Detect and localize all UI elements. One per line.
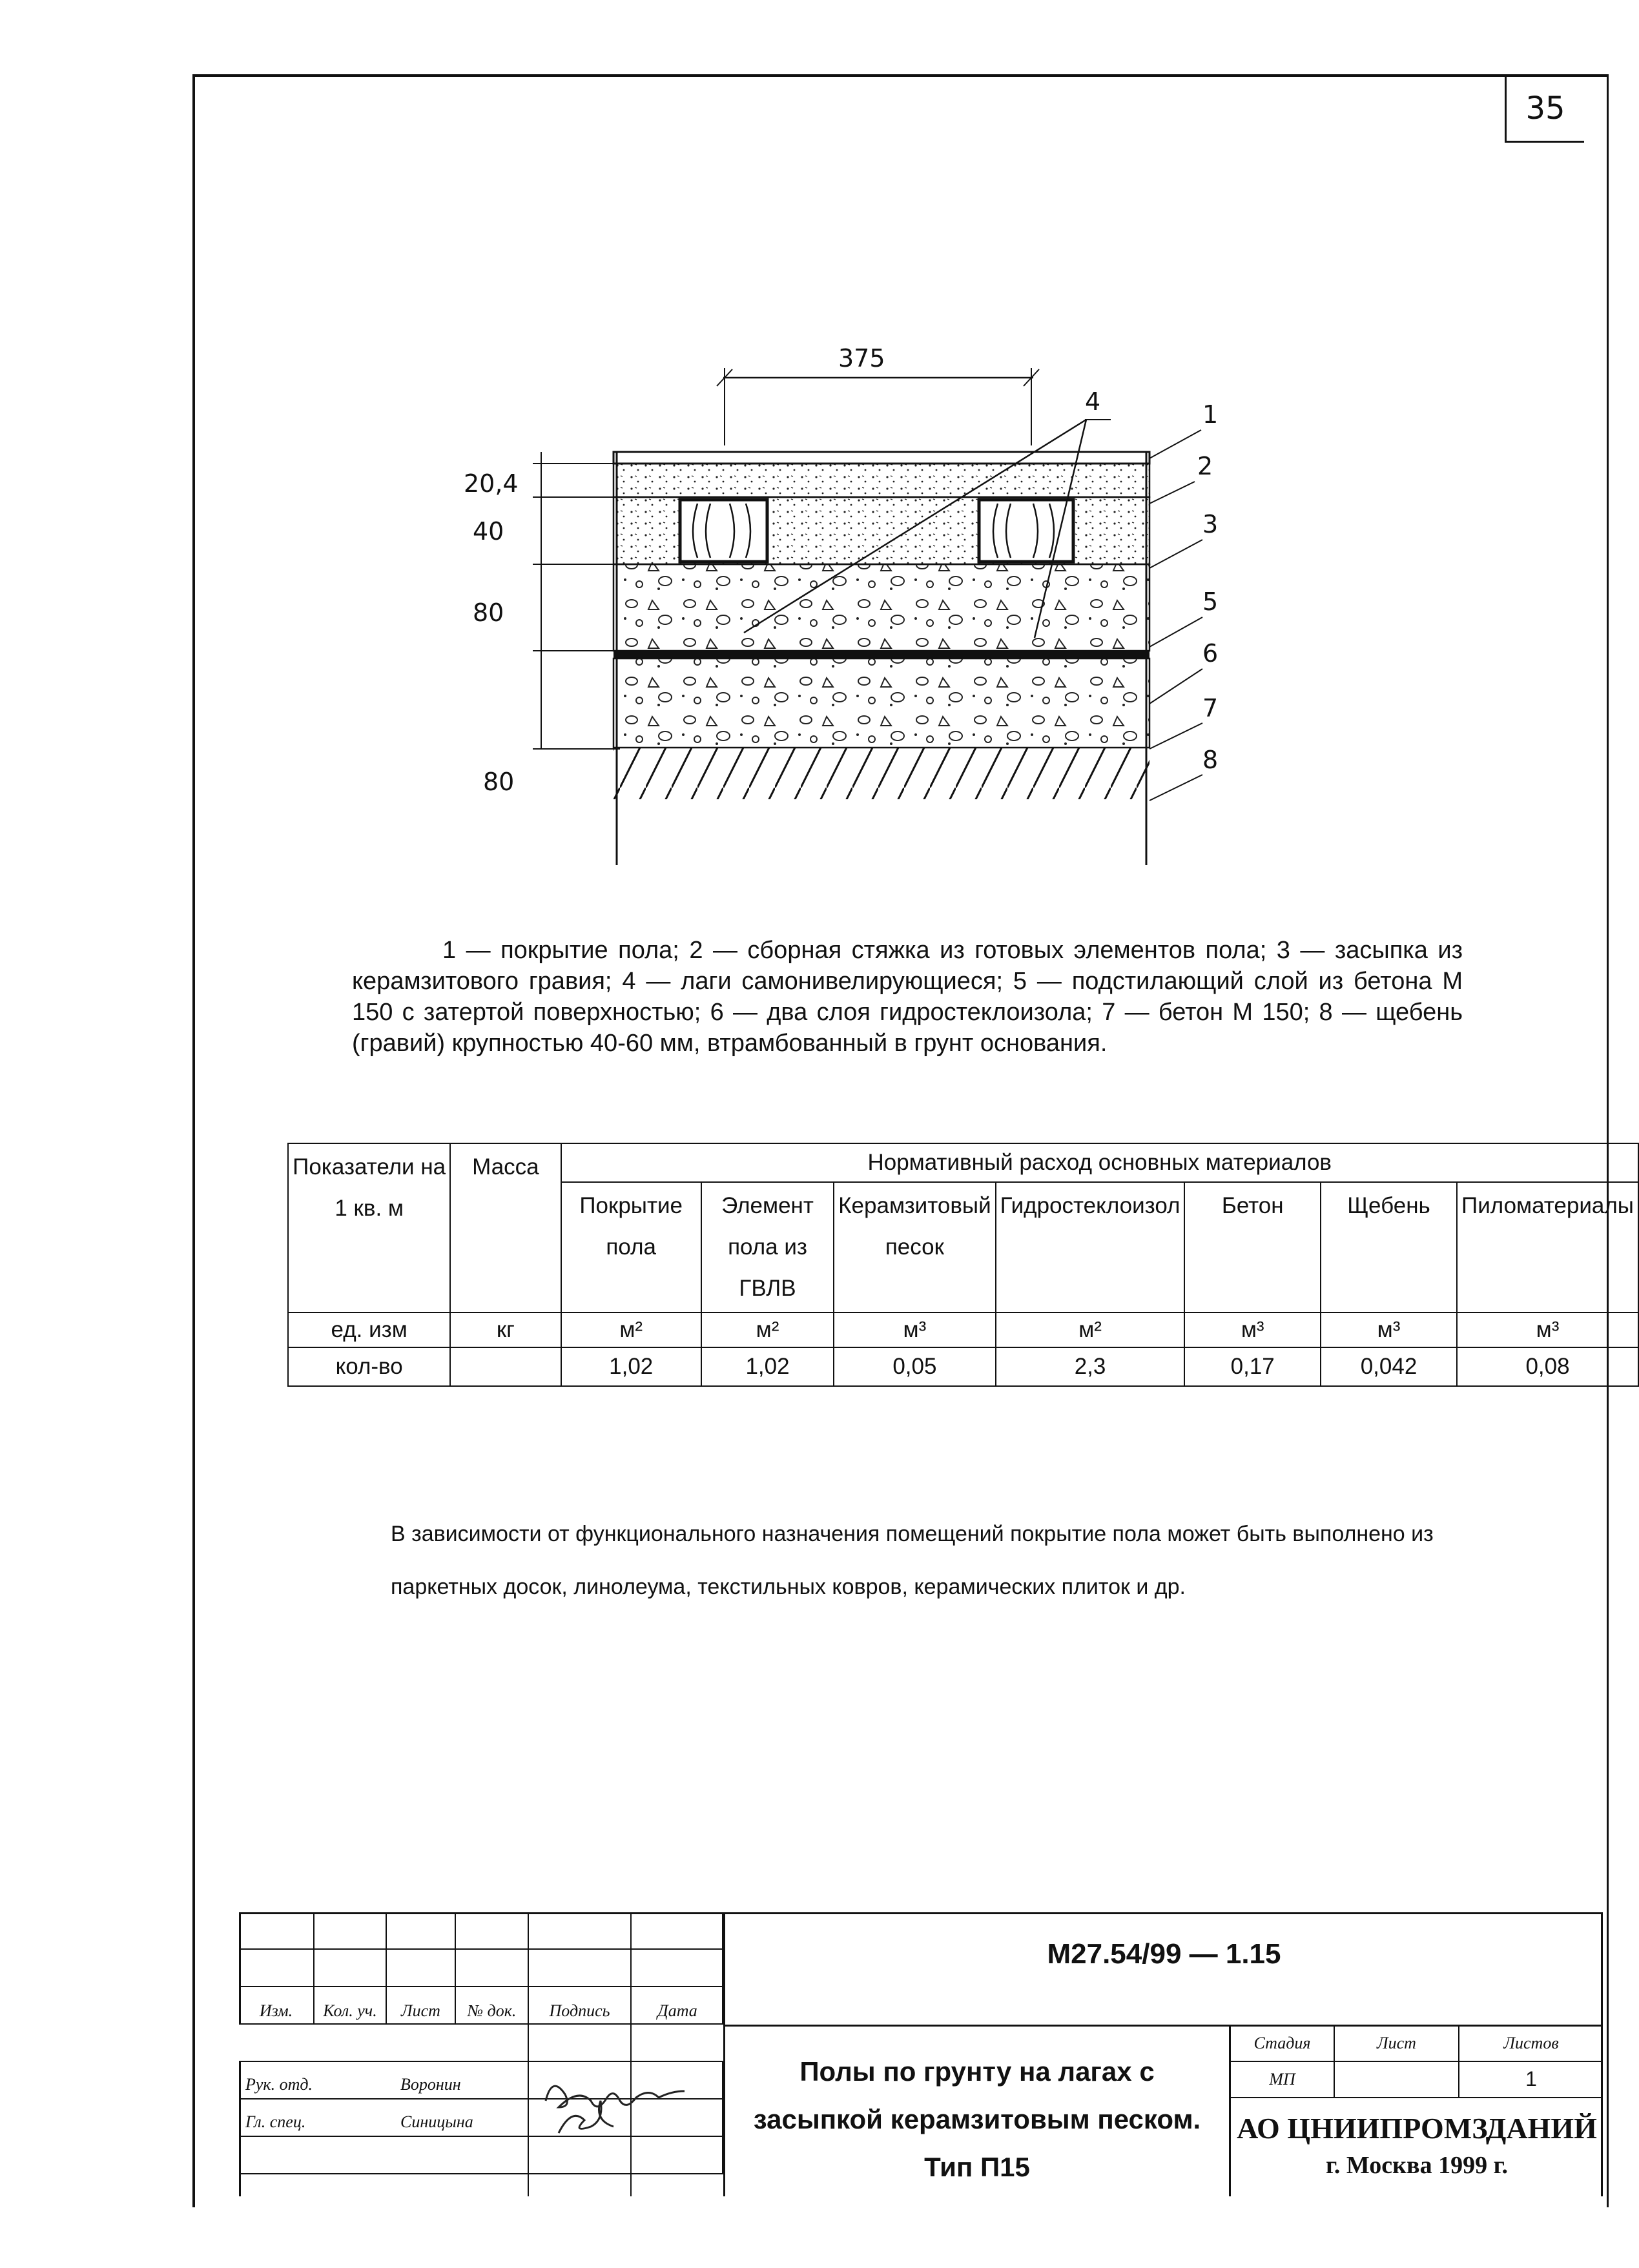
col-4: Бетон (1184, 1182, 1321, 1313)
stamp-head-3: № док. (467, 2001, 517, 2020)
qty-1: 1,02 (701, 1347, 834, 1386)
header-mass: Масса (450, 1143, 561, 1313)
table-header-row (288, 1143, 1638, 1182)
col-2: Керамзитовый песок (834, 1182, 995, 1313)
stamp-head-2: Лист (401, 2001, 440, 2020)
callout-3: 3 (1202, 510, 1219, 538)
units-label: ед. изм (288, 1313, 450, 1347)
callout-7: 7 (1202, 694, 1219, 722)
stage-value: МП (1269, 2070, 1295, 2089)
role-2: Гл. спец. (245, 2112, 306, 2131)
qty-6: 0,08 (1457, 1347, 1638, 1386)
document-code: М27.54/99 — 1.15 (1047, 1938, 1281, 1970)
legend (352, 935, 1463, 1059)
dim-layer-2: 40 (473, 517, 504, 546)
qty-2: 0,05 (834, 1347, 995, 1386)
unit-4: м³ (1184, 1313, 1321, 1347)
note-text: В зависимости от функционального назначения помещений покрытие пола может быть выполнено из паркетных досок, линолеума, текстильных ковров, керамических плиток и др. (391, 1522, 1434, 1599)
dim-layer-3: 80 (473, 598, 504, 627)
header-indicators: Показатели на 1 кв. м (288, 1143, 450, 1313)
name-1: Воронин (400, 2075, 461, 2094)
signature-image (533, 2062, 707, 2152)
callout-5: 5 (1202, 587, 1219, 616)
title-line-2: засыпкой керамзитовым песком. (753, 2104, 1201, 2134)
table-row (288, 1347, 1638, 1386)
stage-header: Стадия (1253, 2034, 1311, 2052)
qty-5: 0,042 (1321, 1347, 1457, 1386)
header-norm: Нормативный расход основных материалов (561, 1143, 1638, 1182)
qty-4: 0,17 (1184, 1347, 1321, 1386)
dim-layer-4: 80 (483, 768, 515, 796)
city-year: г. Москва 1999 г. (1325, 2152, 1509, 2179)
organization: АО ЦНИИПРОМЗДАНИЙ (1237, 2112, 1597, 2145)
stamp-head-1: Кол. уч. (323, 2001, 377, 2020)
drawing-title (725, 2048, 1229, 2191)
callout-4: 4 (1085, 387, 1101, 416)
stamp-head-0: Изм. (259, 2001, 293, 2020)
sheets-header: Листов (1503, 2034, 1559, 2052)
unit-6: м³ (1457, 1313, 1638, 1347)
qty-label: кол-во (288, 1347, 450, 1386)
title-line-3: Тип П15 (924, 2152, 1030, 2182)
mass-unit: кг (450, 1313, 561, 1347)
callout-8: 8 (1202, 746, 1219, 774)
table-row (288, 1313, 1638, 1347)
col-5: Щебень (1321, 1182, 1457, 1313)
stamp-head-5: Дата (657, 2001, 697, 2020)
sheets-value: 1 (1525, 2067, 1537, 2090)
callout-2: 2 (1197, 452, 1213, 480)
dim-layer-1: 20,4 (464, 469, 519, 498)
sheet-number: 35 (1505, 76, 1584, 143)
col-0: Покрытие пола (561, 1182, 701, 1313)
floor-section-drawing (387, 323, 1292, 891)
legend-text: 1 — покрытие пола; 2 — сборная стяжка из готовых элементов пола; 3 — засыпка из керамзитового гравия; 4 — лаги самонивелирующиеся; 5 — подстилающий слой из бетона М 150 с затертой поверхностью; 6 — два слоя гидростеклоизола; 7 — бетон М 150; 8 — щебень (гравий) крупностью 40-60 мм, втрамбованный в грунт основания. (352, 937, 1463, 1057)
title-block (239, 1912, 1603, 2196)
unit-3: м² (996, 1313, 1185, 1347)
dimension-375: 375 (838, 344, 885, 373)
qty-mass (450, 1347, 561, 1386)
col-6: Пиломатериалы (1457, 1182, 1638, 1313)
col-3: Гидростеклоизол (996, 1182, 1185, 1313)
name-2: Синицына (400, 2112, 473, 2131)
unit-0: м² (561, 1313, 701, 1347)
unit-2: м³ (834, 1313, 995, 1347)
col-1: Элемент пола из ГВЛВ (701, 1182, 834, 1313)
role-1: Рук. отд. (245, 2075, 313, 2094)
callout-6: 6 (1202, 639, 1219, 668)
callout-1: 1 (1202, 400, 1219, 429)
stamp-head-4: Подпись (549, 2001, 610, 2020)
sheet-header: Лист (1377, 2034, 1416, 2052)
title-line-1: Полы по грунту на лагах с (799, 2056, 1155, 2087)
materials-table (287, 1143, 1639, 1387)
unit-1: м² (701, 1313, 834, 1347)
qty-0: 1,02 (561, 1347, 701, 1386)
unit-5: м³ (1321, 1313, 1457, 1347)
qty-3: 2,3 (996, 1347, 1185, 1386)
